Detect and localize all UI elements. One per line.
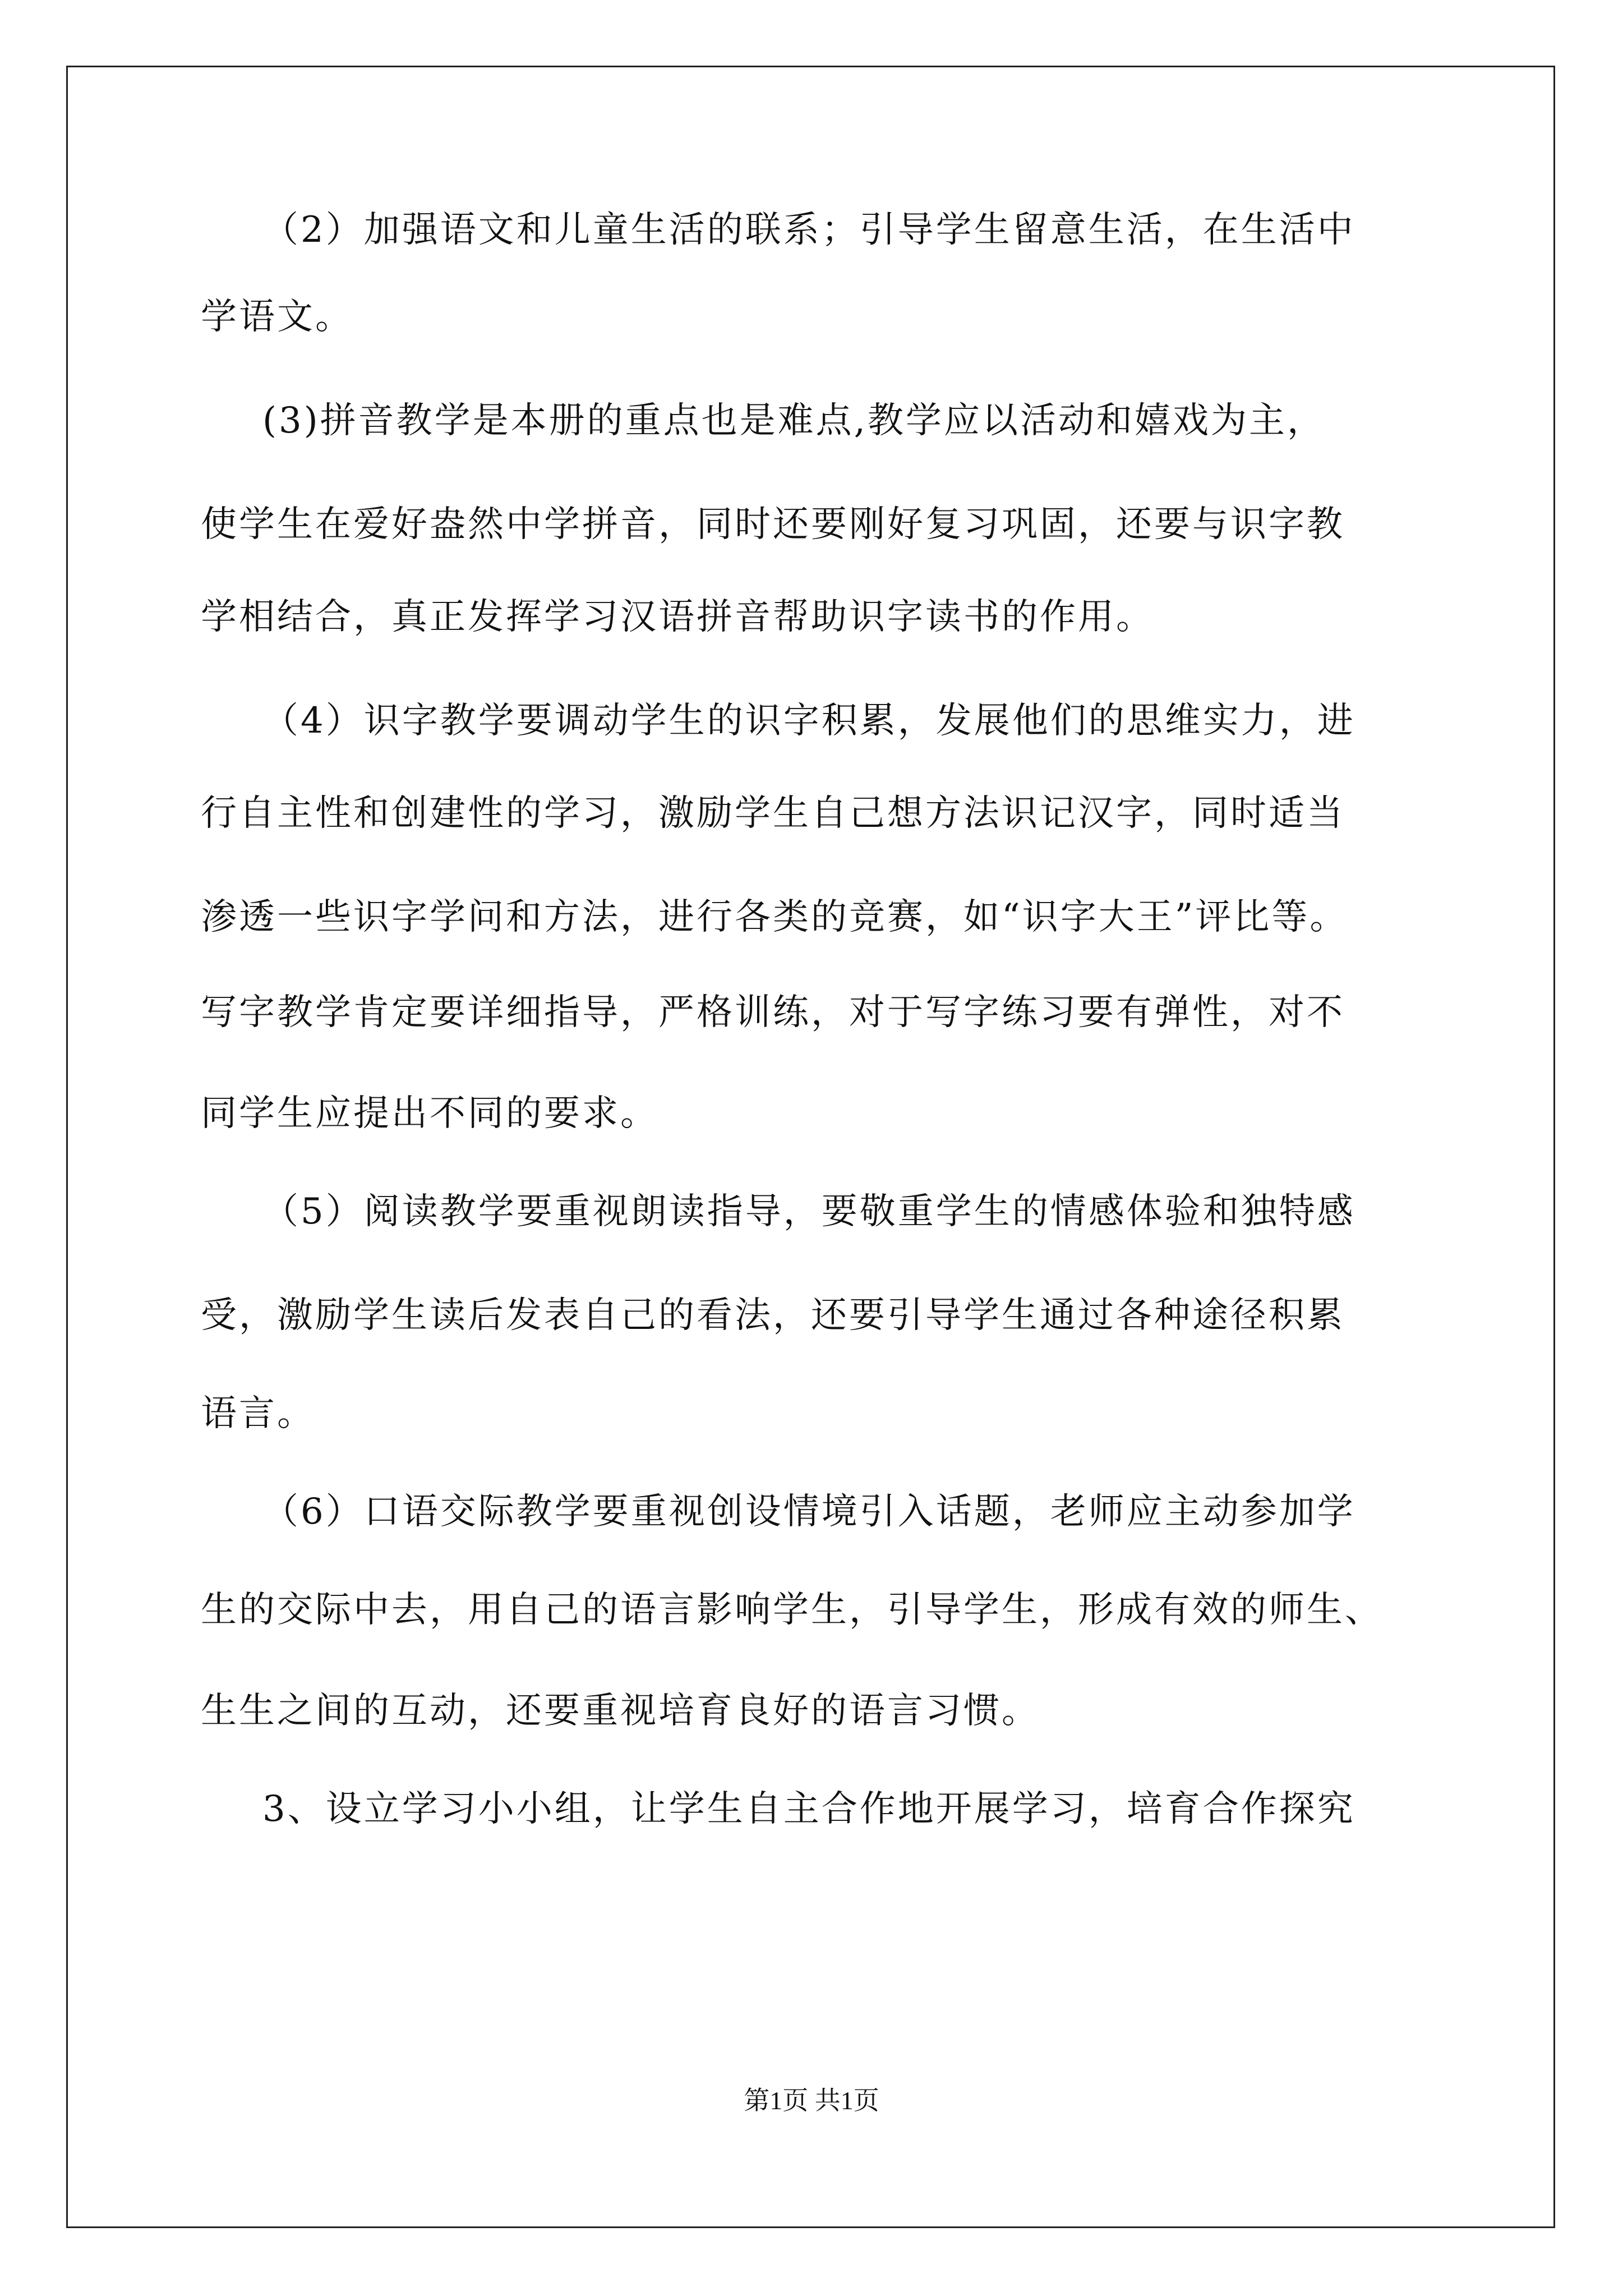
page-border	[66, 66, 1555, 2228]
paragraph-4-line-3: 渗透一些识字学问和方法，进行各类的竞赛，如“识字大王”评比等。	[201, 896, 1348, 938]
paragraph-5-line-2: 受，激励学生读后发表自己的看法，还要引导学生通过各种途径积累	[201, 1295, 1345, 1336]
paragraph-4-line-1: （4）识字教学要调动学生的识字积累，发展他们的思维实力，进	[262, 700, 1355, 742]
paragraph-6-line-1: （6）口语交际教学要重视创设情境引入话题，老师应主动参加学	[262, 1491, 1355, 1533]
paragraph-5-line-1: （5）阅读教学要重视朗读指导，要敬重学生的情感体验和独特感	[262, 1191, 1355, 1232]
paragraph-2-line-1: （2）加强语文和儿童生活的联系；引导学生留意生活，在生活中	[262, 209, 1355, 251]
paragraph-4-line-4: 写字教学肯定要详细指导，严格训练，对于写字练习要有弹性，对不	[201, 992, 1345, 1033]
paragraph-3-line-3: 学相结合，真正发挥学习汉语拼音帮助识字读书的作用。	[201, 596, 1154, 638]
section-3-line-1: 3、设立学习小小组，让学生自主合作地开展学习，培育合作探究	[262, 1788, 1355, 1830]
paragraph-6-line-3: 生生之间的互动，还要重视培育良好的语言习惯。	[201, 1690, 1040, 1732]
paragraph-3-line-2: 使学生在爱好盎然中学拼音，同时还要刚好复习巩固，还要与识字教	[201, 504, 1345, 545]
paragraph-3-line-1: (3)拼音教学是本册的重点也是难点,教学应以活动和嬉戏为主，	[262, 400, 1325, 441]
paragraph-5-line-3: 语言。	[201, 1393, 315, 1434]
page-footer: 第1页 共1页	[744, 2086, 879, 2115]
paragraph-2-line-2: 学语文。	[201, 296, 353, 338]
paragraph-6-line-2: 生的交际中去，用自己的语言影响学生，引导学生，形成有效的师生、	[201, 1589, 1383, 1631]
paragraph-4-line-2: 行自主性和创建性的学习，激励学生自己想方法识记汉字，同时适当	[201, 793, 1345, 834]
paragraph-4-line-5: 同学生应提出不同的要求。	[201, 1093, 658, 1134]
